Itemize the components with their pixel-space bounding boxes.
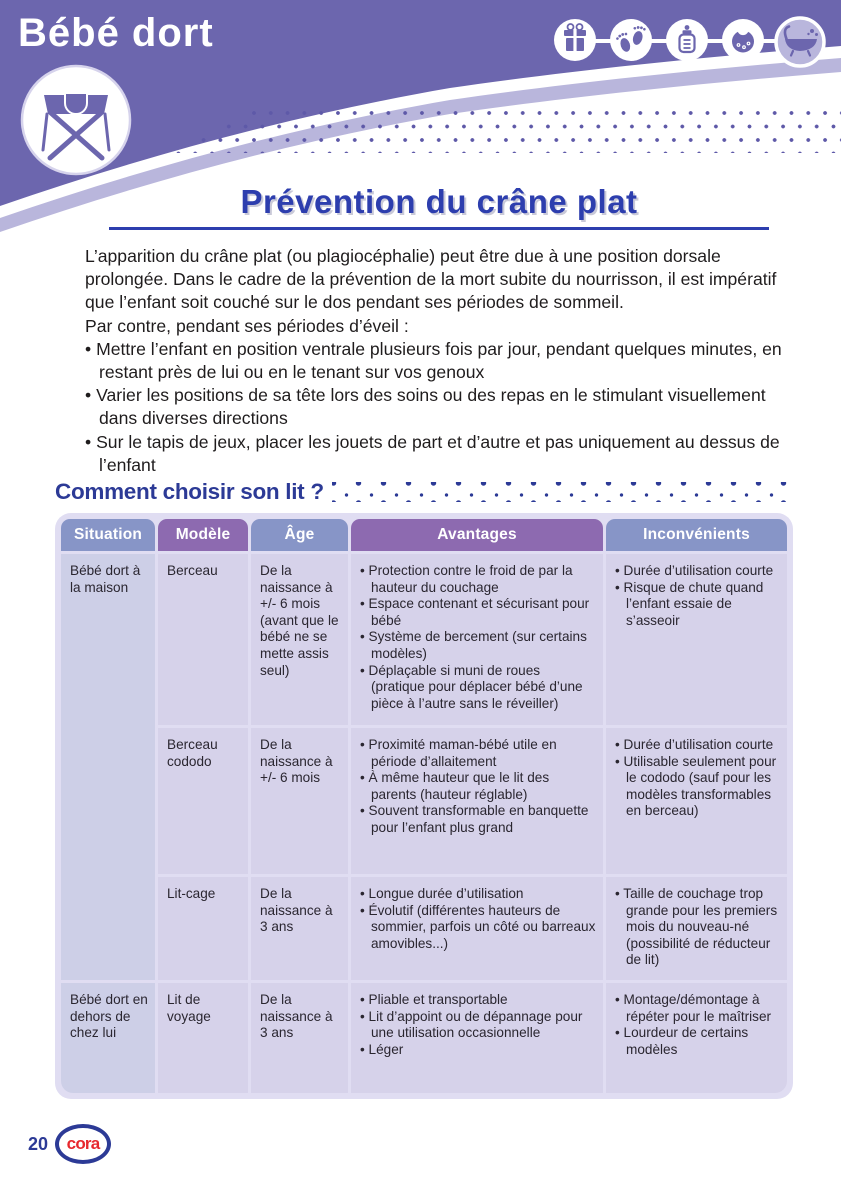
cell-modele: Lit de voyage (158, 983, 248, 1093)
cell-age: De la naissance à 3 ans (251, 877, 348, 980)
cell-modele: Berceau (158, 554, 248, 725)
advantage-item: • Système de bercement (sur certains modèles) (360, 629, 597, 662)
cell-situation-home: Bébé dort à la maison (61, 554, 155, 980)
cell-modele: Lit-cage (158, 877, 248, 980)
cell-modele: Berceau cododo (158, 728, 248, 874)
bullet-item: • Varier les positions de sa tête lors des soins ou des repas en le stimulant visuellement dans diverses directions (85, 384, 793, 430)
advantage-item: • Protection contre le froid de par la hauteur du couchage (360, 563, 597, 596)
intro-paragraph: L’apparition du crâne plat (ou plagiocéphalie) peut être due à une position dorsale prolongée. Dans le cadre de la prévention de la mort subite du nourrisson, il est impératif que l’enfant soit couché sur le dos pendant ses périodes de sommeil. (85, 246, 777, 313)
drawback-item: • Taille de couchage trop grande pour les premiers mois du nouveau-né (possibilité de réducteur de lit) (615, 886, 781, 969)
drawback-item: • Montage/démontage à répéter pour le maîtriser (615, 992, 781, 1025)
cell-age: De la naissance à +/- 6 mois (avant que le bébé ne se mette assis seul) (251, 554, 348, 725)
advantage-item: • Déplaçable si muni de roues (pratique pour déplacer bébé d’une pièce à l’autre sans le réveiller) (360, 663, 597, 713)
cell-inconvenients (606, 983, 787, 1093)
cell-avantages (351, 877, 603, 980)
page-title: Bébé dort (18, 11, 214, 55)
footprints-icon (610, 19, 652, 61)
bullet-item: • Mettre l’enfant en position ventrale plusieurs fois par jour, pendant quelques minutes, en restant près de lui ou en le tenant sur vos genoux (85, 338, 793, 384)
column-header-age: Âge (251, 519, 348, 551)
bullet-list (85, 338, 793, 477)
drawback-item: • Risque de chute quand l’enfant essaie de s’asseoir (615, 580, 781, 630)
bathtub-icon (776, 18, 824, 66)
title-underline (109, 227, 769, 230)
cell-avantages (351, 728, 603, 874)
cell-inconvenients (606, 554, 787, 725)
advantage-item: • Espace contenant et sécurisant pour bébé (360, 596, 597, 629)
article-flat-head (85, 183, 793, 477)
table-heading: Comment choisir son lit ? (55, 479, 324, 504)
page-footer (28, 1124, 111, 1164)
bed-comparison-table (55, 513, 793, 1099)
advantage-item: • Pliable et transportable (360, 992, 597, 1009)
dots-pattern (170, 111, 841, 153)
advantage-item: • Proximité maman-bébé utile en période d’allaitement (360, 737, 597, 770)
advantage-item: • Léger (360, 1042, 597, 1059)
advantage-item: • Lit d’appoint ou de dépannage pour une utilisation occasionnelle (360, 1009, 597, 1042)
cora-logo-text: cora (66, 1134, 100, 1153)
advantage-item: • Souvent transformable en banquette pour l’enfant plus grand (360, 803, 597, 836)
article-title: Prévention du crâne plat (240, 183, 638, 220)
section-badge (22, 66, 130, 174)
heading-dots-pattern (332, 482, 793, 502)
column-header-avantages: Avantages (351, 519, 603, 551)
column-header-modele: Modèle (158, 519, 248, 551)
bullet-item: • Sur le tapis de jeux, placer les jouets de part et d’autre et pas uniquement au dessus de l’enfant (85, 431, 793, 477)
cell-inconvenients (606, 728, 787, 874)
advantage-item: • Évolutif (différentes hauteurs de sommier, parfois un côté ou barreaux amovibles...) (360, 903, 597, 953)
page-number: 20 (28, 1133, 49, 1154)
advantage-item: • Longue durée d’utilisation (360, 886, 597, 903)
cell-age: De la naissance à +/- 6 mois (251, 728, 348, 874)
gift-icon (554, 19, 596, 61)
advantage-item: • À même hauteur que le lit des parents (hauteur réglable) (360, 770, 597, 803)
drawback-item: • Lourdeur de certains modèles (615, 1025, 781, 1058)
drawback-item: • Durée d’utilisation courte (615, 737, 781, 754)
drawback-item: • Durée d’utilisation courte (615, 563, 781, 580)
baby-bottle-icon (666, 19, 708, 61)
intro-paragraph-2: Par contre, pendant ses périodes d’éveil : (85, 315, 409, 336)
drawback-item: • Utilisable seulement pour le cododo (sauf pour les modèles transformables en berceau) (615, 754, 781, 820)
column-header-inconvenients: Inconvénients (606, 519, 787, 551)
cell-age: De la naissance à 3 ans (251, 983, 348, 1093)
column-header-situation: Situation (61, 519, 155, 551)
cell-avantages (351, 983, 603, 1093)
cora-logo (55, 1124, 111, 1164)
cell-avantages (351, 554, 603, 725)
bed-choice-section (55, 479, 793, 1099)
bib-icon (722, 19, 764, 61)
cell-inconvenients (606, 877, 787, 980)
cell-situation-away: Bébé dort en dehors de chez lui (61, 983, 155, 1093)
